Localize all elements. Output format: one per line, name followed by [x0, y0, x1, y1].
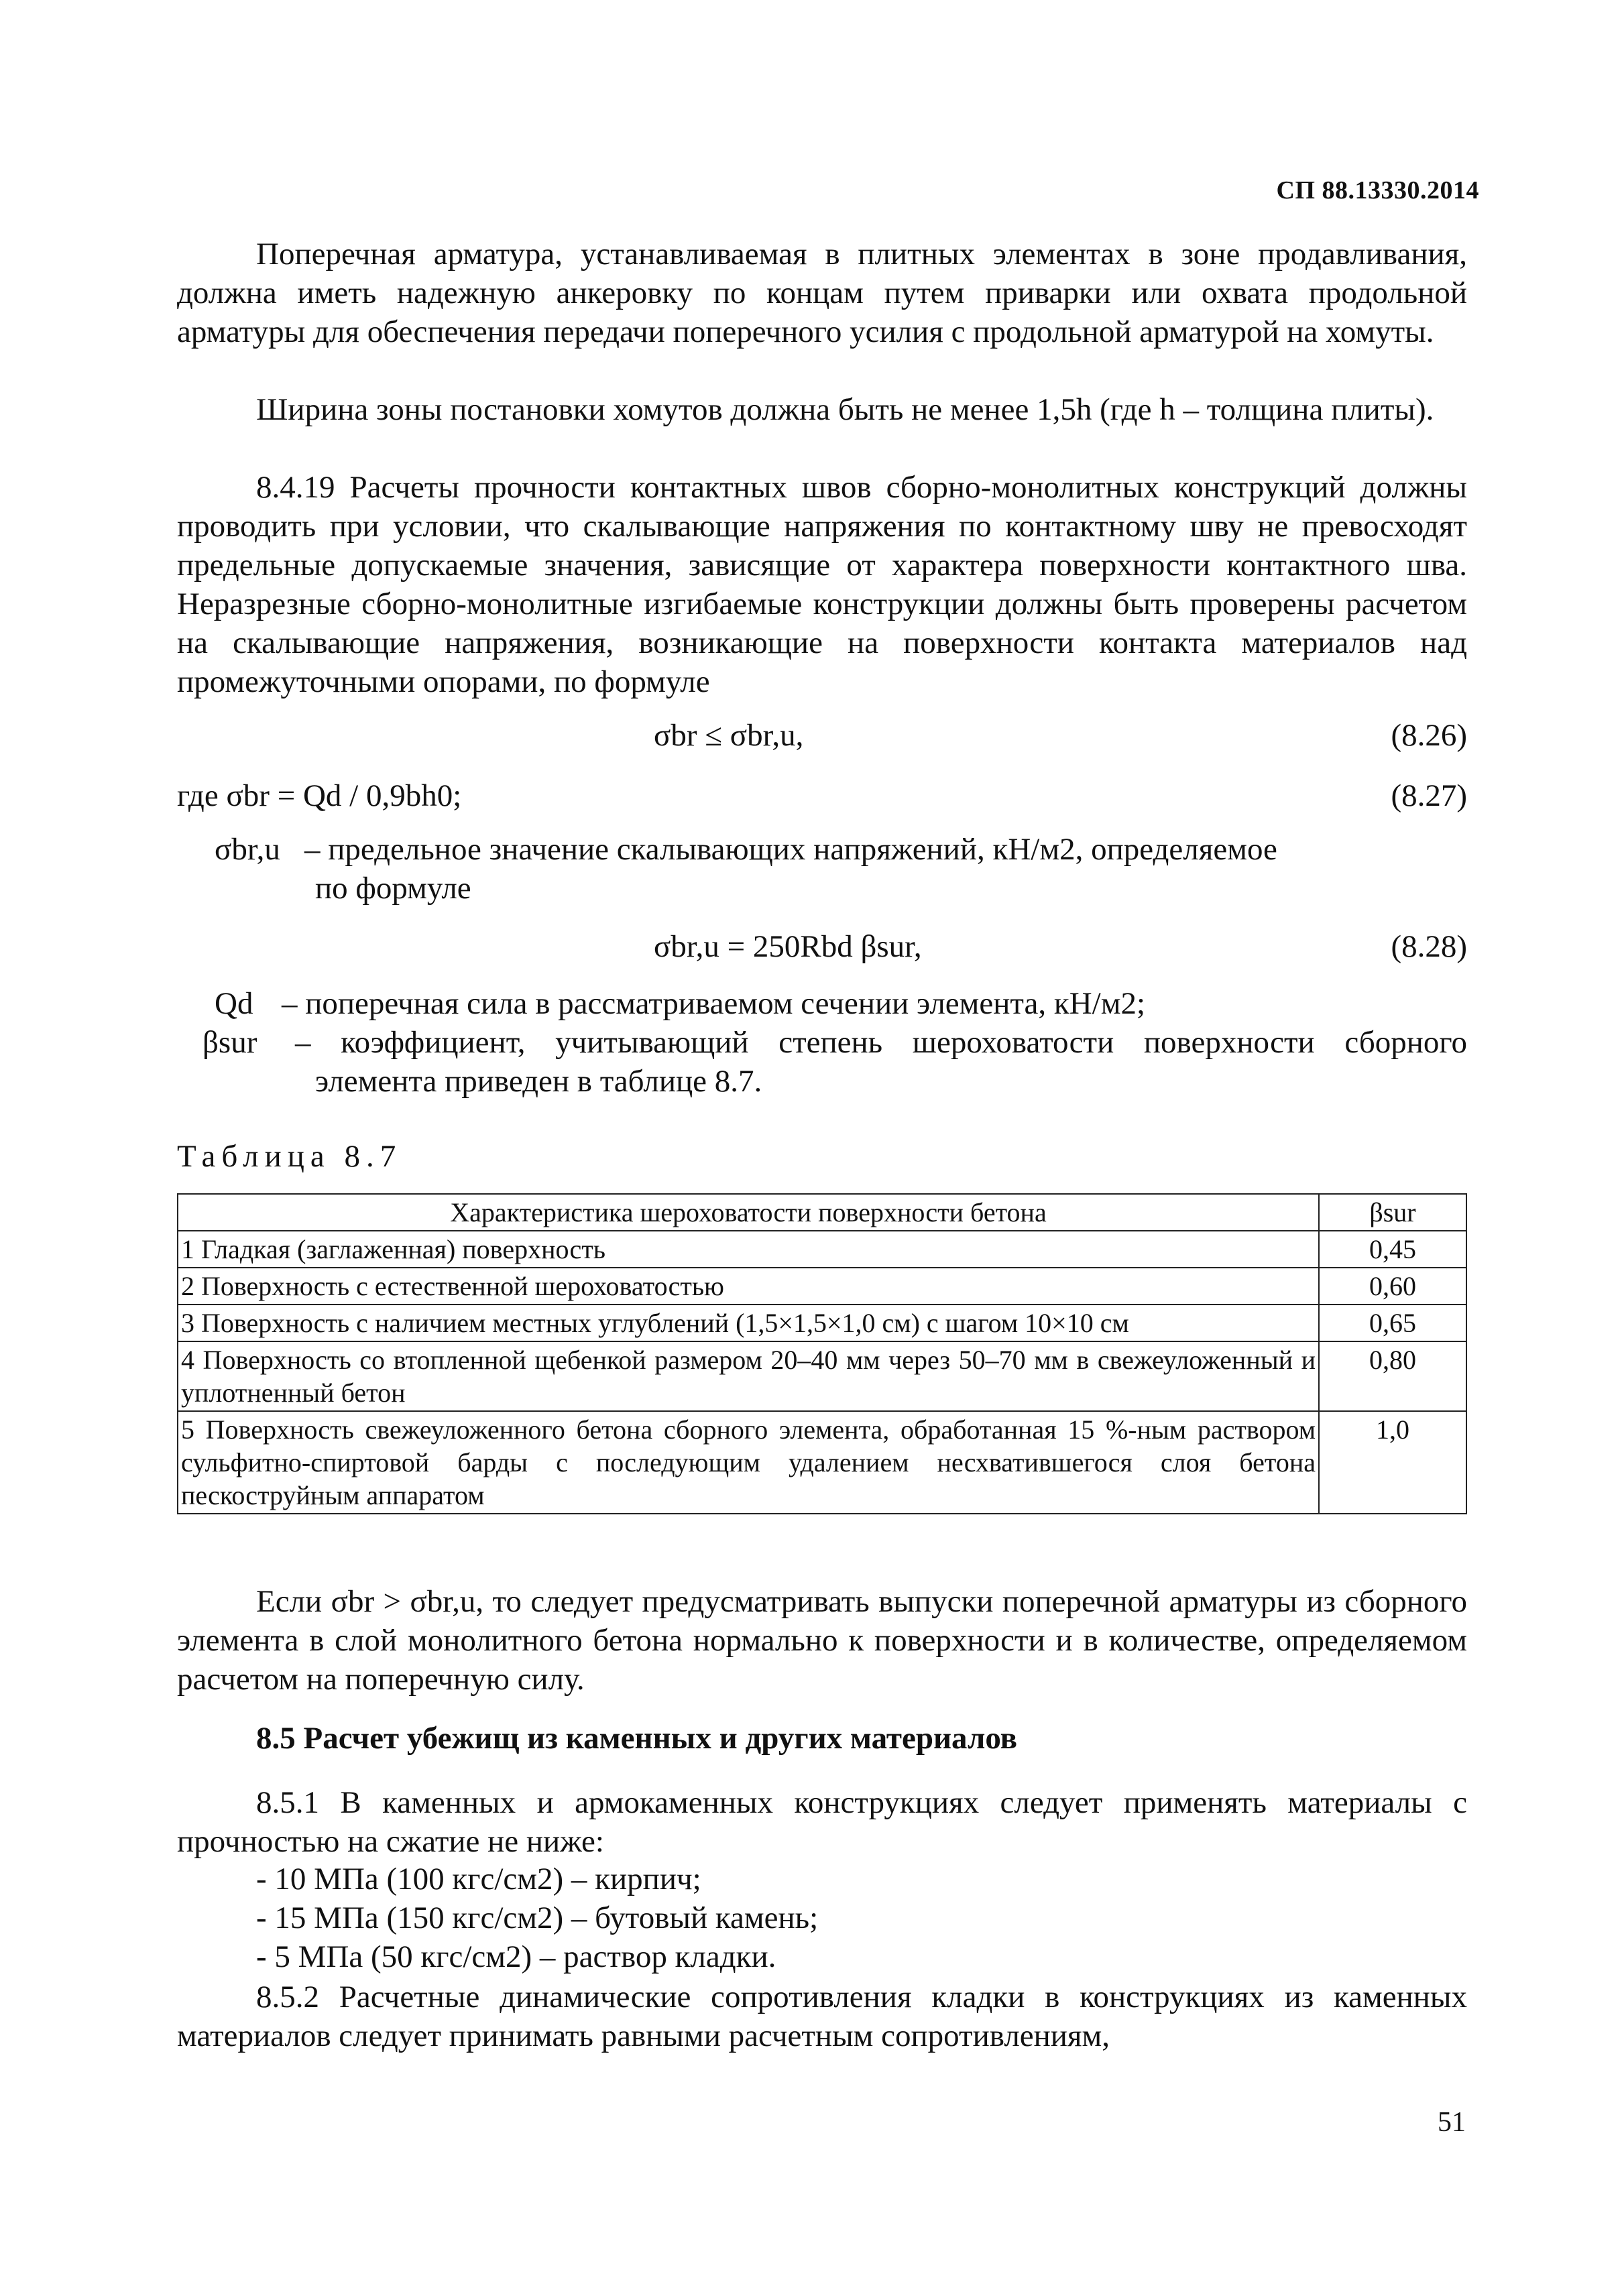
paragraph-if-sigma-exceeds: Если σbr > σbr,u, то следует предусматривать выпуски поперечной арматуры из сборного элемента в слой монолитного бетона нормально к поверхности и в количестве, определяемом расчетом на поперечную силу. [177, 1584, 1467, 1697]
table-cell-value: 0,60 [1319, 1268, 1466, 1305]
table-cell-value: 0,65 [1319, 1305, 1466, 1341]
list-item: - 5 МПа (50 кгс/см2) – раствор кладки. [256, 1939, 776, 1974]
table-row [178, 1268, 1466, 1305]
table-cell-description: 2 Поверхность с естественной шероховатостью [178, 1268, 1319, 1305]
definition-sigma-br-u-text: – предельное значение скалывающих напряжений, кН/м2, определяемое [304, 832, 1277, 867]
definition-symbol-sigma-br-u: σbr,u [215, 832, 280, 867]
table-cell-value: 0,80 [1319, 1341, 1466, 1411]
table-row [178, 1411, 1466, 1514]
table-header-row [178, 1194, 1466, 1231]
table-header-description: Характеристика шероховатости поверхности бетона [178, 1194, 1319, 1231]
equation-number-8-26: (8.26) [1391, 718, 1467, 753]
paragraph-8-5-1: 8.5.1 В каменных и армокаменных конструкциях следует применять материалы с прочностью на сжатие не ниже: [177, 1785, 1467, 1859]
table-header-beta-sur: βsur [1319, 1194, 1466, 1231]
definition-qd-text: – поперечная сила в рассматриваемом сечении элемента, кН/м2; [282, 986, 1146, 1021]
roughness-table [177, 1193, 1467, 1514]
equation-number-8-28: (8.28) [1391, 929, 1467, 964]
table-cell-description: 3 Поверхность с наличием местных углублений (1,5×1,5×1,0 см) с шагом 10×10 см [178, 1305, 1319, 1341]
table-row [178, 1231, 1466, 1268]
page-number: 51 [1438, 2107, 1466, 2138]
paragraph-8-5-2: 8.5.2 Расчетные динамические сопротивления кладки в конструкциях из каменных материалов следует принимать равными расчетным сопротивлениям, [177, 1980, 1467, 2053]
table-cell-description: 4 Поверхность со втопленной щебенкой размером 20–40 мм через 50–70 мм в свежеуложенный и уплотненный бетон [178, 1341, 1319, 1411]
table-cell-description: 1 Гладкая (заглаженная) поверхность [178, 1231, 1319, 1268]
table-title: Таблица 8.7 [177, 1139, 402, 1174]
table-row [178, 1305, 1466, 1341]
section-heading-8-5: 8.5 Расчет убежищ из каменных и других материалов [256, 1721, 1018, 1756]
table-cell-description: 5 Поверхность свежеуложенного бетона сборного элемента, обработанная 15 %-ным раствором сульфитно-спиртовой барды с последующим удалением несхватившегося слоя бетона пескоструйным аппаратом [178, 1411, 1319, 1514]
table-cell-value: 0,45 [1319, 1231, 1466, 1268]
table-cell-value: 1,0 [1319, 1411, 1466, 1514]
definition-symbol-beta-sur: βsur [202, 1025, 257, 1060]
list-item: - 15 МПа (150 кгс/см2) – бутовый камень; [256, 1900, 819, 1935]
paragraph-stirrup-zone-width: Ширина зоны постановки хомутов должна быть не менее 1,5h (где h – толщина плиты). [256, 392, 1434, 427]
formula-8-28: σbr,u = 250Rbd βsur, [654, 929, 922, 964]
paragraph-8-4-19: 8.4.19 Расчеты прочности контактных швов сборно-монолитных конструкций должны проводить при условии, что скалывающие напряжения по контактному шву не превосходят предельные допускаемые значения, зависящие от характера поверхности контактного шва. Неразрезные сборно-монолитные изгибаемые конструкции должны быть проверены расчетом на скалывающие напряжения, возникающие на поверхности контакта материалов над промежуточными опорами, по формуле [177, 470, 1467, 699]
definition-sigma-br-u-line1 [304, 831, 1467, 867]
document-code-header: СП 88.13330.2014 [1276, 176, 1479, 204]
list-item: - 10 МПа (100 кгс/см2) – кирпич; [256, 1862, 701, 1896]
definition-sigma-br-u-line2: по формуле [315, 871, 471, 906]
table-row [178, 1341, 1466, 1411]
definition-beta-sur-line1: – коэффициент, учитывающий степень шероховатости поверхности сборного [295, 1025, 1467, 1060]
formula-8-27: где σbr = Qd / 0,9bh0; [177, 778, 462, 813]
definition-symbol-qd: Qd [215, 986, 253, 1021]
equation-number-8-27: (8.27) [1391, 778, 1467, 813]
paragraph-transverse-reinforcement: Поперечная арматура, устанавливаемая в плитных элементах в зоне продавливания, должна иметь надежную анкеровку по концам путем приварки или охвата продольной арматуры для обеспечения передачи поперечного усилия с продольной арматурой на хомуты. [177, 237, 1467, 349]
formula-8-26: σbr ≤ σbr,u, [654, 718, 804, 753]
definition-beta-sur-line2: элемента приведен в таблице 8.7. [315, 1064, 762, 1099]
